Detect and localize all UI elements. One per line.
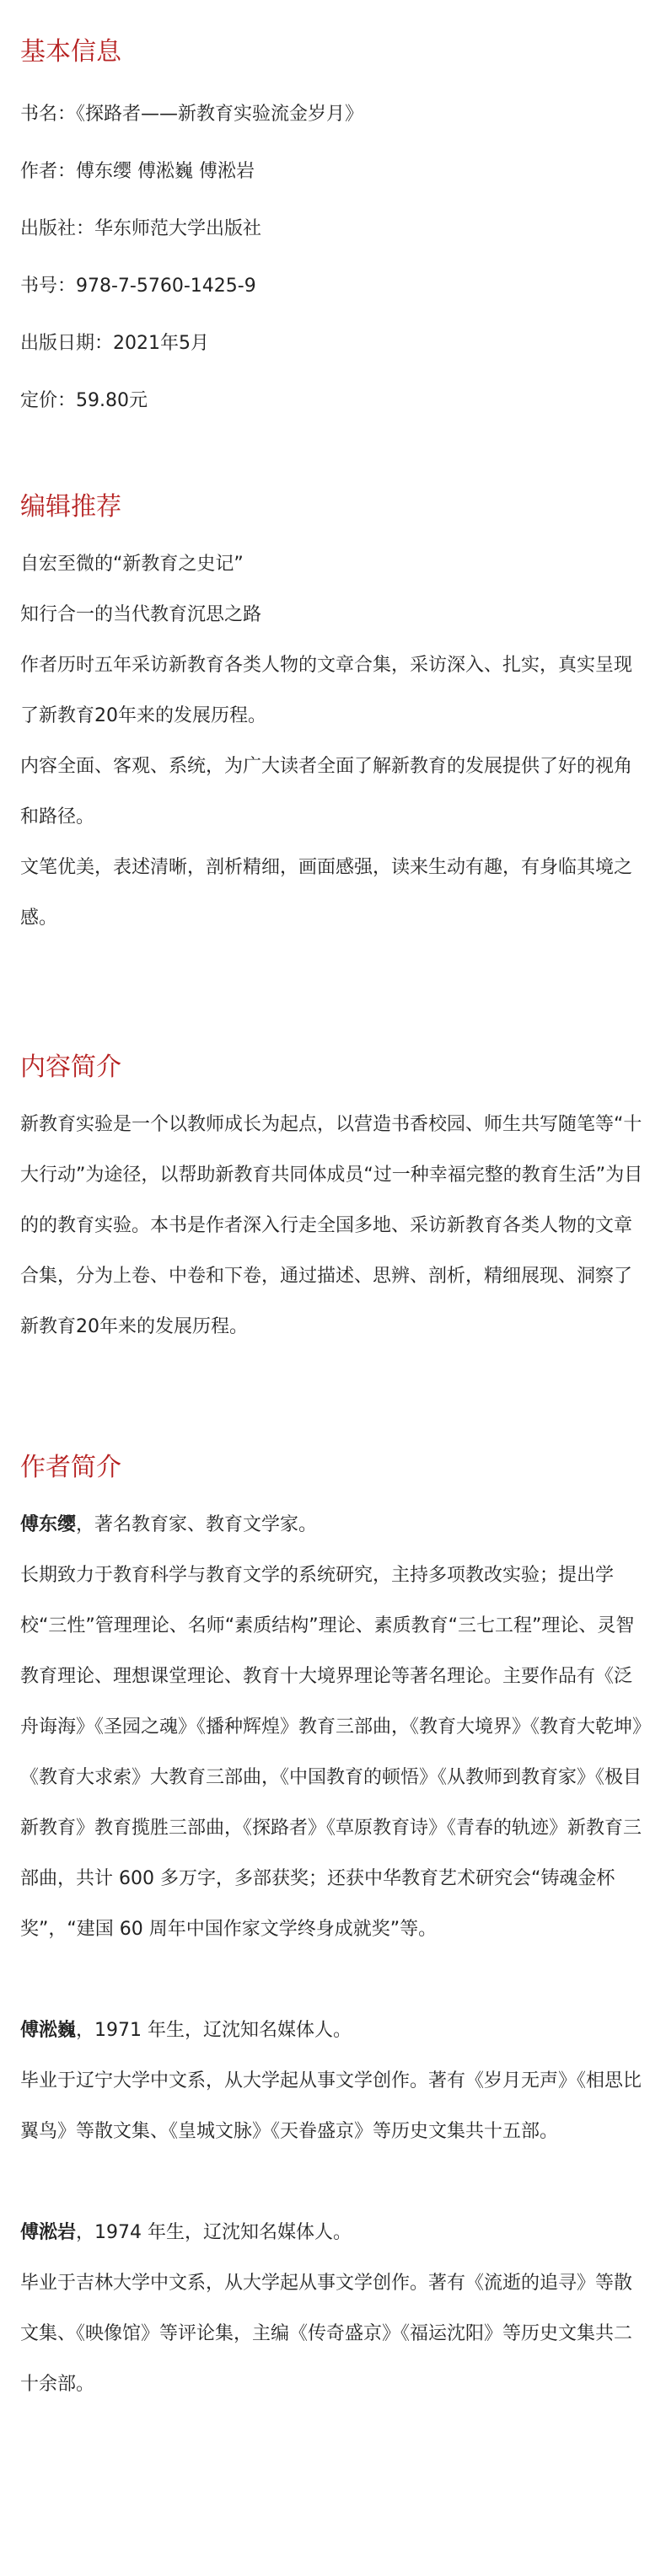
editor-para: 自宏至微的“新教育之史记” — [20, 554, 244, 575]
author-headline — [20, 1500, 646, 1550]
author-intro-section — [20, 1449, 646, 2410]
author-summary: ，1971 年生，辽沈知名媒体人。 — [76, 2020, 352, 2041]
publisher-line: 出版社：华东师范大学出版社 — [20, 218, 262, 239]
editor-para: 作者历时五年采访新教育各类人物的文章合集，采访深入、扎实，真实呈现了新教育20年来的发展历程。 — [20, 655, 633, 726]
content-intro-title: 内容简介 — [20, 1052, 121, 1082]
author-name: 傅淞巍 — [20, 2020, 77, 2041]
publish-date-line: 出版日期：2021年5月 — [20, 333, 209, 354]
author-name: 傅东缨 — [20, 1514, 77, 1535]
content-intro-text: 新教育实验是一个以教师成长为起点，以营造书香校园、师生共写随笔等“十大行动”为途径，以帮助新教育共同体成员“过一种幸福完整的教育生活”为目的的教育实验。本书是作者深入行走全国多地、采访新教育各类人物的文章合集，分为上卷、中卷和下卷，通过描述、思辨、剖析，精细展现、洞察了新教育20年来的发展历程。 — [20, 1114, 643, 1337]
book-title-line: 书名：《探路者——新教育实验流金岁月》 — [20, 104, 364, 125]
editor-recommendation-section — [20, 489, 646, 944]
editor-para: 知行合一的当代教育沉思之路 — [20, 604, 262, 625]
author-headline — [20, 2208, 646, 2258]
content-intro-section — [20, 1049, 646, 1352]
author-headline — [20, 2006, 646, 2056]
author-intro-title: 作者简介 — [20, 1453, 121, 1482]
author-bio: 毕业于吉林大学中文系，从大学起从事文学创作。著有《流逝的追寻》等散文集、《映像馆》等评论集，主编《传奇盛京》《福运沈阳》等历史文集共二十余部。 — [20, 2273, 633, 2395]
author-summary: ，1974 年生，辽沈知名媒体人。 — [76, 2222, 352, 2243]
author-bio: 长期致力于教育科学与教育文学的系统研究，主持多项教改实验；提出学校“三性”管理理论、名师“素质结构”理论、素质教育“三七工程”理论、灵智教育理论、理想课堂理论、教育十大境界理论等著名理论。主要作品有《泛舟诲海》《圣园之魂》《播种辉煌》教育三部曲，《教育大境界》《教育大乾坤》《教育大求索》大教育三部曲，《中国教育的顿悟》《从教师到教育家》《极目新教育》教育揽胜三部曲，《探路者》《草原教育诗》《青春的轨迹》新教育三部曲，共计 600 多万字，多部获奖；还获中华教育艺术研究会“铸魂金杯奖”，“建国 60 周年中国作家文学终身成就奖”等。 — [20, 1565, 642, 1940]
author-bio: 毕业于辽宁大学中文系，从大学起从事文学创作。著有《岁月无声》《相思比翼鸟》等散文集、《皇城文脉》《天眷盛京》等历史文集共十五部。 — [20, 2070, 642, 2142]
editor-para: 文笔优美，表述清晰，剖析精细，画面感强，读来生动有趣，有身临其境之感。 — [20, 857, 633, 929]
editor-para: 内容全面、客观、系统，为广大读者全面了解新教育的发展提供了好的视角和路径。 — [20, 756, 633, 827]
basic-info-section — [20, 0, 646, 430]
basic-info-title: 基本信息 — [20, 37, 121, 67]
isbn-line: 书号：978-7-5760-1425-9 — [20, 276, 256, 297]
authors-line: 作者：傅东缨 傅淞巍 傅淞岩 — [20, 161, 255, 182]
author-name: 傅淞岩 — [20, 2222, 77, 2243]
editor-recommendation-title: 编辑推荐 — [20, 492, 121, 522]
spacer — [20, 1955, 646, 2006]
author-summary: ，著名教育家、教育文学家。 — [76, 1514, 318, 1535]
spacer — [20, 2157, 646, 2208]
price-line: 定价：59.80元 — [20, 390, 148, 411]
